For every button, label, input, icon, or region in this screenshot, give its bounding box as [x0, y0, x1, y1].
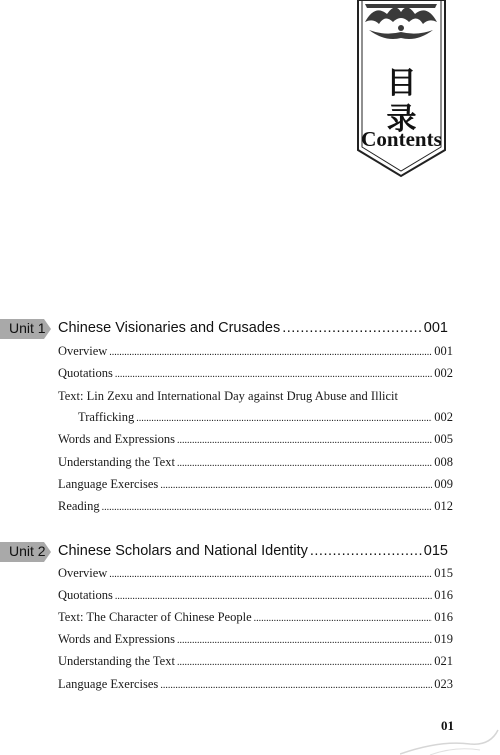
toc-entry[interactable]: [58, 344, 453, 362]
leader-dots: [109, 569, 432, 580]
entry-label: Language Exercises: [58, 677, 159, 691]
toc-entry[interactable]: [58, 588, 453, 606]
entry-page: 008: [434, 455, 453, 469]
entry-page: 012: [434, 499, 453, 513]
leader-dots: [115, 591, 432, 602]
leader-dots: [177, 635, 432, 646]
toc-entry-text-line1[interactable]: Text: Lin Zexu and International Day against Drug Abuse and Illicit: [58, 389, 399, 403]
entry-label: Text: The Character of Chinese People: [58, 610, 252, 624]
entry-label: Trafficking: [78, 410, 135, 424]
toc-entry[interactable]: [58, 499, 453, 517]
entry-page: 016: [434, 610, 453, 624]
unit-2-heading[interactable]: [0, 541, 500, 563]
entry-label: Reading: [58, 499, 100, 513]
leader-dots: [310, 543, 422, 559]
entry-page: 016: [434, 588, 453, 602]
unit-1-section: [0, 318, 500, 340]
toc-entry[interactable]: [58, 455, 453, 473]
toc-entry[interactable]: [58, 366, 453, 384]
entry-label: Understanding the Text: [58, 654, 175, 668]
toc-entry[interactable]: [58, 566, 453, 584]
entry-page: 019: [434, 632, 453, 646]
entry-label: Overview: [58, 566, 108, 580]
unit-tag-label: Unit 1: [9, 320, 46, 336]
entry-page: 001: [434, 344, 453, 358]
entry-label: Words and Expressions: [58, 632, 176, 646]
unit-2-section: [0, 541, 500, 563]
toc-entry[interactable]: [58, 677, 453, 695]
entry-page: 015: [434, 566, 453, 580]
leader-dots: [282, 320, 422, 336]
leader-dots: [160, 480, 432, 491]
entry-page: 021: [434, 654, 453, 668]
unit-title: Chinese Scholars and National Identity: [58, 543, 308, 559]
entry-label: Understanding the Text: [58, 455, 175, 469]
leader-dots: [109, 347, 432, 358]
toc-entry[interactable]: [58, 477, 453, 495]
unit-page: 015: [423, 543, 448, 559]
leader-dots: [160, 680, 432, 691]
unit-tag-label: Unit 2: [9, 543, 46, 559]
leader-dots: [102, 502, 433, 513]
leader-dots: [115, 369, 432, 380]
banner-chinese-char-2: 录: [386, 102, 417, 137]
leader-dots: [177, 458, 432, 469]
leader-dots: [136, 413, 432, 424]
toc-entry[interactable]: [58, 632, 453, 650]
entry-label: Overview: [58, 344, 108, 358]
entry-page: 023: [434, 677, 453, 691]
toc-entry[interactable]: [58, 432, 453, 450]
leader-dots: [177, 657, 432, 668]
entry-page: 002: [434, 410, 453, 424]
banner-chinese-char-1: 目: [386, 66, 417, 101]
entry-label: Quotations: [58, 588, 113, 602]
toc-entry[interactable]: [58, 610, 453, 628]
leader-dots: [177, 435, 432, 446]
page-number: 01: [441, 718, 454, 733]
toc-entry[interactable]: [78, 410, 453, 428]
entry-page: 005: [434, 432, 453, 446]
unit-title-line: [58, 320, 448, 336]
entry-page: 009: [434, 477, 453, 491]
unit-title: Chinese Visionaries and Crusades: [58, 320, 281, 336]
unit-tag: [0, 541, 52, 563]
banner-title: Contents: [361, 127, 442, 151]
toc-entry[interactable]: [58, 654, 453, 672]
unit-title-line: [58, 543, 448, 559]
entry-page: 002: [434, 366, 453, 380]
unit-tag: [0, 318, 52, 340]
leader-dots: [254, 613, 433, 624]
unit-page: 001: [423, 320, 448, 336]
entry-label: Quotations: [58, 366, 113, 380]
contents-banner: [355, 0, 448, 178]
entry-label: Words and Expressions: [58, 432, 176, 446]
unit-1-heading[interactable]: [0, 318, 500, 340]
entry-label: Language Exercises: [58, 477, 159, 491]
